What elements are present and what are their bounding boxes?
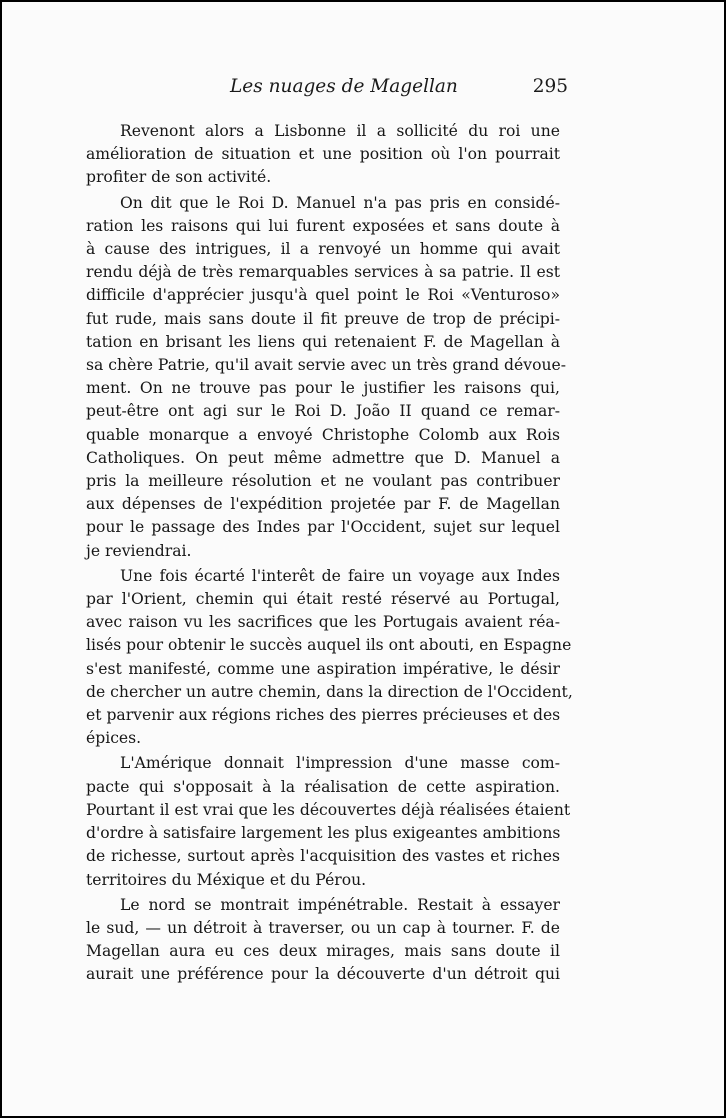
text-line: Revenont alors a Lisbonne il a sollicité du roi une (120, 122, 560, 140)
text-line: de chercher un autre chemin, dans la direction de l'Occident, (86, 682, 573, 701)
text-line: quable monarque a envoyé Christophe Colomb aux Rois (86, 425, 560, 444)
text-line: tation en brisant les liens qui retenaient F. de Magellan à (86, 332, 560, 351)
page-number: 295 (532, 76, 568, 97)
text-line: L'Amérique donnait l'impression d'une masse com- (120, 754, 560, 773)
paragraph-3 (86, 565, 573, 751)
text-line: épices. (86, 729, 142, 748)
text-line: le sud, — un détroit à traverser, ou un cap à tourner. F. de (86, 918, 560, 937)
paragraph-2 (86, 192, 567, 563)
text-line: amélioration de situation et une position où l'on pourrait (86, 145, 560, 164)
paragraph-4 (86, 752, 571, 891)
body-text (86, 120, 573, 987)
text-line: Catholiques. On peut même admettre que D. Manuel a (86, 448, 560, 467)
text-line: fut rude, mais sans doute il fit preuve de trop de précipi- (86, 309, 560, 328)
text-line: de richesse, surtout après l'acquisition des vastes et riches (86, 847, 560, 866)
text-line: rendu déjà de très remarquables services à sa patrie. Il est (86, 263, 560, 282)
page-header (110, 76, 572, 104)
text-line: profiter de son activité. (86, 168, 272, 187)
text-line: territoires du Méxique et du Pérou. (86, 870, 367, 889)
paragraph-1 (86, 120, 560, 190)
text-line: peut-être ont agi sur le Roi D. João II quand ce remar- (86, 402, 560, 421)
text-line: Magellan aura eu ces deux mirages, mais sans doute il (86, 942, 560, 961)
text-line: On dit que le Roi D. Manuel n'a pas pris en considé- (120, 193, 560, 212)
text-line: sa chère Patrie, qu'il avait servie avec un très grand dévoue- (86, 356, 567, 375)
text-line: avec raison vu les sacrifices que les Portugais avaient réa- (86, 613, 560, 632)
text-line: Le nord se montrait impénétrable. Restait à essayer (120, 895, 560, 914)
text-line: et parvenir aux régions riches des pierres précieuses et des (86, 706, 561, 725)
text-line: s'est manifesté, comme une aspiration impérative, le désir (86, 659, 560, 678)
text-line: difficile d'apprécier jusqu'à quel point le Roi «Venturoso» (86, 286, 560, 305)
text-line: aurait une préférence pour la découverte d'un détroit qui (86, 965, 560, 984)
text-line: d'ordre à satisfaire largement les plus exigeantes ambitions (86, 824, 561, 843)
running-title: Les nuages de Magellan (230, 76, 458, 97)
text-line: aux dépenses de l'expédition projetée par F. de Magellan (86, 495, 560, 514)
text-line: pris la meilleure résolution et ne voulant pas contribuer (86, 472, 560, 491)
paragraph-5 (86, 894, 560, 987)
text-line: par l'Orient, chemin qui était resté réservé au Portugal, (86, 590, 560, 609)
text-line: à cause des intrigues, il a renvoyé un homme qui avait (86, 240, 560, 259)
text-line: ment. On ne trouve pas pour le justifier les raisons qui, (86, 379, 560, 398)
text-line: Une fois écarté l'interêt de faire un voyage aux Indes (120, 566, 560, 585)
text-line: pacte qui s'opposait à la réalisation de cette aspiration. (86, 777, 560, 796)
text-line: je reviendrai. (86, 541, 192, 560)
text-line: Pourtant il est vrai que les découvertes déjà réalisées étaient (86, 800, 571, 819)
text-line: ration les raisons qui lui furent exposées et sans doute à (86, 216, 560, 235)
text-line: lisés pour obtenir le succès auquel ils ont abouti, en Espagne (86, 636, 572, 655)
text-line: pour le passage des Indes par l'Occident, sujet sur lequel (86, 518, 560, 537)
